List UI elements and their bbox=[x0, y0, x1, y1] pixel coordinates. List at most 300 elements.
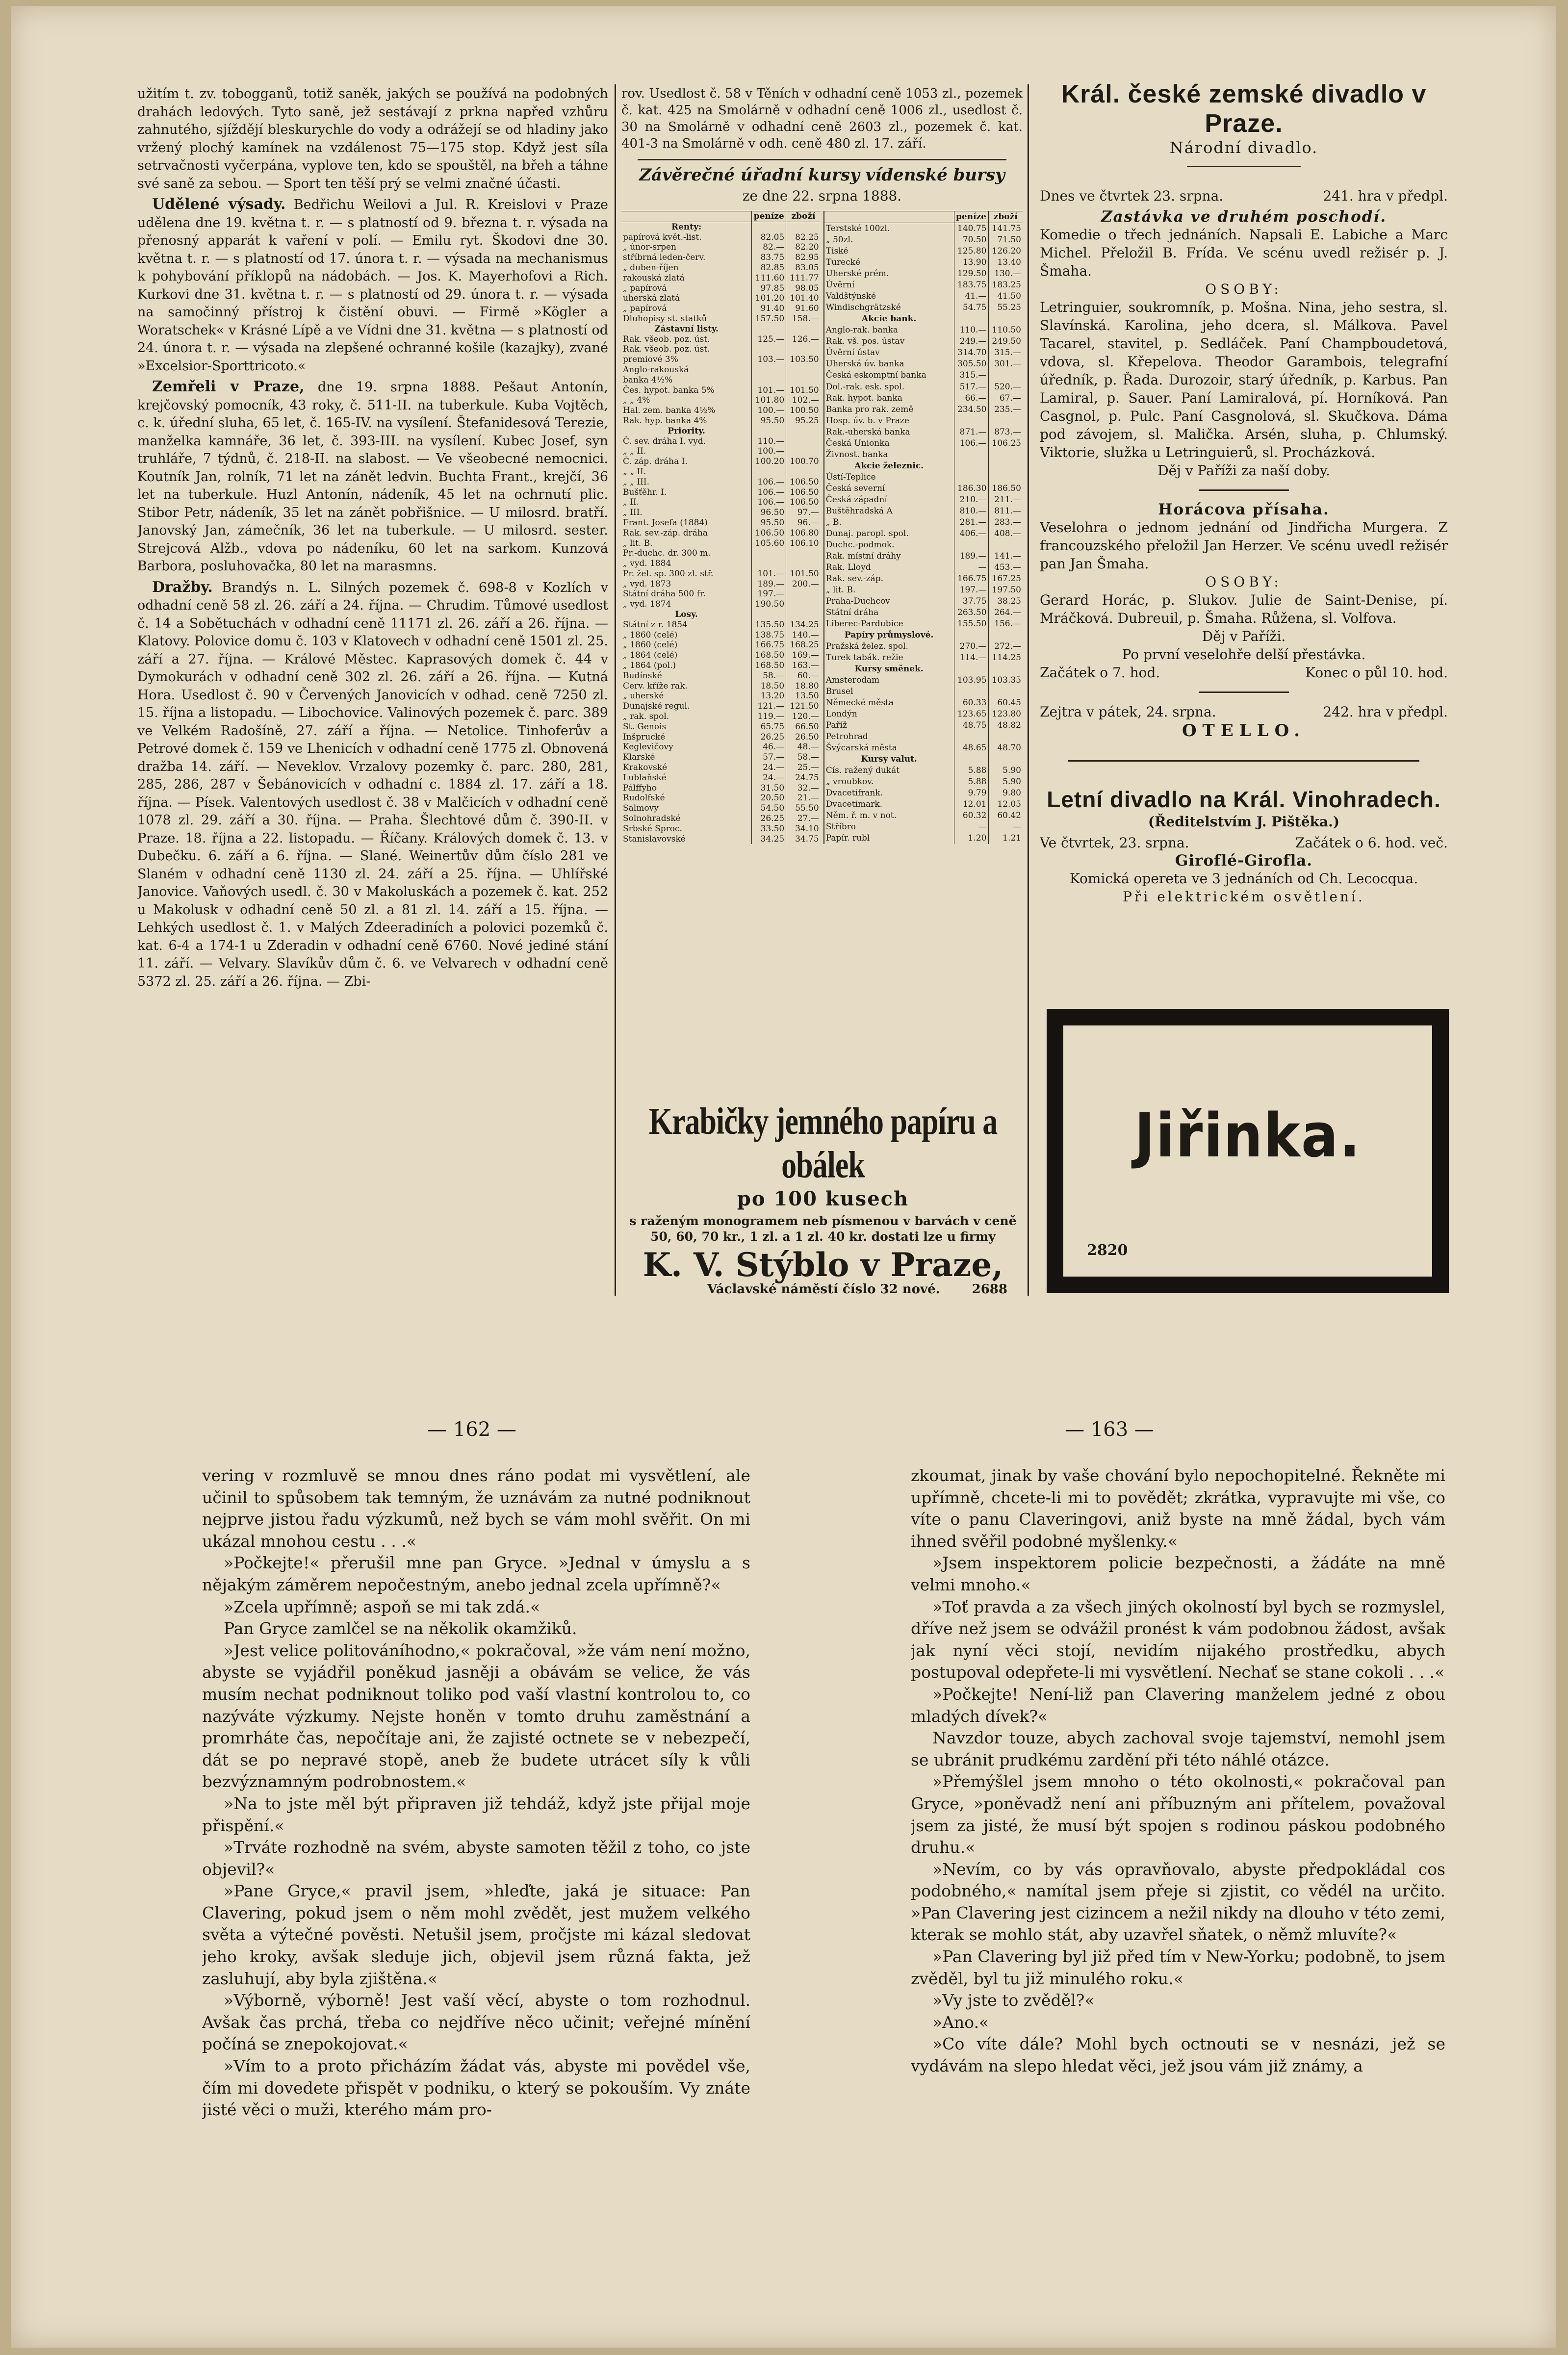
bourse-ask-value: 82.20 bbox=[786, 242, 821, 253]
bourse-ask-value: 114.25 bbox=[988, 652, 1023, 664]
bourse-ask-value: 158.— bbox=[786, 314, 821, 324]
bourse-bid-value: 125.80 bbox=[954, 246, 988, 257]
bourse-row bbox=[621, 722, 821, 732]
jirinka-number: 2820 bbox=[1087, 1242, 1128, 1259]
bourse-section-row bbox=[621, 222, 821, 232]
bourse-security-name: Kursy valut. bbox=[861, 754, 917, 765]
bourse-bid-value: 810.— bbox=[954, 506, 988, 517]
bourse-row bbox=[621, 293, 821, 304]
bourse-bid-value: 281.— bbox=[954, 517, 988, 528]
bourse-bid-value bbox=[752, 324, 786, 334]
cast-list: Letringuier, soukromník, p. Mošna. Nina, jeho sestra, sl. Slavínská. Karolina, jeho dcera, sl. Málkova. Pavel Tacarel, stavitel, p. Sedláček. Paní Champboudetová, vdova, sl. Křepelova. Theodor Garambois, telegrafní úředník, p. Řada. Durozoir, starý úředník, p. Karbus. Pan Lamiral, p. Sauer. Paní Lamiralová, pí. Horníková. Pan Casgnol, p. Pulc. Paní Casgnolová, sl. Skučkova. Dáma pod závojem, sl. Malička. Arsén, sluha, p. Chlumský. Viktorie, služka u Letringuierů, sl. Procházková. bbox=[1040, 299, 1448, 461]
bourse-row bbox=[621, 752, 821, 763]
bourse-bid-value: 95.50 bbox=[752, 416, 786, 426]
bourse-ask-value: 168.25 bbox=[786, 640, 821, 650]
bourse-bid-value bbox=[954, 686, 988, 697]
theatre-title: Král. české zemské divadlo v Praze. bbox=[1061, 80, 1427, 138]
bourse-bid-value: 70.50 bbox=[954, 234, 988, 246]
bourse-ask-value: 169.— bbox=[786, 650, 821, 661]
bourse-security-name: Valdštýnské bbox=[825, 291, 876, 302]
bourse-ask-value bbox=[988, 630, 1023, 641]
bourse-security-name: Rak. hypot. banka bbox=[825, 393, 902, 403]
cast-heading: OSOBY: bbox=[1205, 574, 1283, 590]
bourse-ask-value bbox=[988, 370, 1023, 381]
col-header: peníze bbox=[752, 211, 786, 222]
story-paragraph: »Vy jste to zvěděl?« bbox=[932, 1991, 1095, 2010]
bourse-bid-value: 183.75 bbox=[954, 280, 988, 291]
bourse-security-name: Brusel bbox=[825, 686, 853, 696]
bourse-bid-value bbox=[954, 754, 988, 765]
bourse-ask-value: 100.70 bbox=[786, 457, 821, 467]
bourse-bid-value: 54.75 bbox=[954, 302, 988, 313]
bourse-row bbox=[621, 661, 821, 671]
bourse-ask-value: 106.25 bbox=[988, 437, 1023, 449]
bourse-ask-value: 211.— bbox=[988, 494, 1023, 506]
end-time: Konec o půl 10. hod. bbox=[1305, 665, 1448, 681]
bourse-row bbox=[824, 358, 1023, 370]
bourse-ask-value bbox=[786, 589, 821, 599]
story-paragraph: »Vím to a proto přicházím žádat vás, abyste mi povědel vše, čím mi dovedete přispět v podniku, o který se pokouším. Vy znáte jisté věci o muži, kterého mám pro- bbox=[202, 2056, 750, 2120]
bourse-table-left bbox=[621, 211, 821, 844]
play-description: Komická opereta ve 3 jednáních od Ch. Lecocqua. bbox=[1069, 870, 1418, 887]
bourse-security-name: Stanislavovské bbox=[623, 834, 686, 844]
bourse-bid-value: 517.— bbox=[954, 381, 988, 392]
page-number-left: — 162 — bbox=[427, 1418, 516, 1441]
bourse-security-name: „ 1864 (pol.) bbox=[623, 661, 676, 671]
bourse-security-name: „ 1860 (celé) bbox=[623, 630, 678, 640]
bourse-bid-value bbox=[954, 731, 988, 742]
play-title: Zastávka ve druhém poschodí. bbox=[1101, 208, 1387, 226]
bourse-security-name: „ „ III. bbox=[623, 477, 649, 487]
bourse-security-name: Živnost. banka bbox=[825, 449, 888, 460]
bourse-ask-value: 82.95 bbox=[786, 253, 821, 263]
bourse-ask-value: 82.25 bbox=[786, 232, 821, 243]
bourse-bid-value: 110.— bbox=[752, 436, 786, 447]
bourse-row bbox=[824, 742, 1023, 754]
bourse-row bbox=[621, 334, 821, 345]
bourse-ask-value: 111.77 bbox=[786, 273, 821, 283]
bourse-ask-value bbox=[988, 472, 1023, 483]
bourse-security-name: Uherské prém. bbox=[825, 269, 889, 279]
bourse-bid-value: 24.— bbox=[752, 773, 786, 783]
bourse-row bbox=[621, 304, 821, 314]
bourse-row bbox=[621, 508, 821, 518]
cast-list: Gerard Horác, p. Slukov. Julie de Saint-Denise, pí. Mráčková. Dubreuil, p. Šmaha. Růžena, sl. Volfova. bbox=[1040, 592, 1448, 626]
bourse-security-name: „ 1860 (celé) bbox=[623, 640, 678, 650]
story-paragraph: vering v rozmluvě se mnou dnes ráno podat mi vysvětlení, ale učinil to spůsobem tak temným, že uznávám za nutné podniknout nejprve jistou řadu výzkumů, než bych se vám mohl svěřit. On mi ukázal mnohou cestu . . .« bbox=[202, 1466, 750, 1551]
bourse-ask-value: 26.50 bbox=[786, 732, 821, 742]
bourse-row bbox=[621, 232, 821, 243]
bourse-ask-value: 103.35 bbox=[988, 675, 1023, 686]
bourse-bid-value: 100.20 bbox=[752, 457, 786, 467]
bourse-row bbox=[621, 620, 821, 630]
bourse-bid-value: 101.— bbox=[752, 385, 786, 396]
bourse-ask-value: 101.50 bbox=[786, 569, 821, 579]
bourse-security-name: „ „ II. bbox=[623, 466, 646, 477]
bourse-ask-value: 38.25 bbox=[988, 596, 1023, 607]
bourse-ask-value: 95.25 bbox=[786, 416, 821, 426]
bourse-security-name: Státní dráha 500 fr. bbox=[623, 589, 706, 599]
bourse-security-name: Rak.-uherská banka bbox=[825, 427, 910, 437]
bourse-ask-value: 873.— bbox=[988, 426, 1023, 437]
bourse-bid-value: 186.30 bbox=[954, 483, 988, 494]
bourse-row bbox=[824, 720, 1023, 731]
deaths-paragraph bbox=[137, 378, 608, 576]
start-time: Začátek o 7. hod. bbox=[1040, 665, 1160, 681]
bourse-ask-value: 21.— bbox=[786, 793, 821, 803]
bourse-bid-value: 119.— bbox=[752, 712, 786, 722]
bourse-bid-value: 263.50 bbox=[954, 607, 988, 618]
deaths-heading: Zemřeli v Praze, bbox=[152, 378, 305, 395]
jirinka-ad bbox=[1047, 1009, 1449, 1293]
bourse-bid-value: 12.01 bbox=[954, 799, 988, 810]
bourse-security-name: Liberec-Pardubice bbox=[825, 618, 903, 629]
sport-paragraph: užitím t. zv. tobogganů, totiž saněk, jakých se používá na podobných drahách ledových. Tyto saně, jež sestávají z prkna napřed vzhůru zahnutého, sjíždějí bleskurychle do vody a odrážejí se od hladiny jako vržený plochý kamínek na vzdálenost 75—175 stop. Když jest síla setrvačnosti vyčerpána, vyplove ten, kdo se spouštěl, na břeh a táhne své saně za sebou. — Sport ten těší prý se velmi značné účasti. bbox=[137, 86, 608, 191]
bourse-security-name: Duchc.-podmok. bbox=[825, 539, 895, 550]
bourse-row bbox=[824, 280, 1023, 291]
divider bbox=[1199, 489, 1288, 491]
bourse-row bbox=[824, 562, 1023, 573]
bourse-security-name: Losy. bbox=[675, 610, 698, 620]
bourse-security-name: stříbrná leden-červ. bbox=[623, 253, 706, 263]
bourse-row bbox=[824, 291, 1023, 302]
bourse-bid-value: 60.33 bbox=[954, 697, 988, 709]
bourse-row bbox=[621, 691, 821, 701]
bourse-row bbox=[621, 518, 821, 528]
bourse-security-name: Turecké bbox=[825, 257, 861, 268]
bourse-row bbox=[621, 548, 821, 559]
bourse-bid-value: 157.50 bbox=[752, 314, 786, 324]
bourse-ask-value: 520.— bbox=[988, 381, 1023, 392]
column-rule bbox=[1028, 84, 1029, 1296]
bourse-ask-value: 25.— bbox=[786, 763, 821, 773]
bourse-row bbox=[621, 487, 821, 498]
bourse-section-row bbox=[824, 461, 1023, 472]
bourse-security-name: Dvacetimark. bbox=[825, 799, 883, 810]
bourse-security-name: „ lit. B. bbox=[623, 538, 653, 548]
bourse-ask-value: 9.80 bbox=[988, 788, 1023, 799]
bourse-bid-value bbox=[752, 610, 786, 620]
ad-number: 2688 bbox=[972, 1282, 1007, 1297]
bourse-security-name: Anglo-rakouská bbox=[623, 364, 689, 375]
bourse-bid-value: 101.80 bbox=[752, 395, 786, 406]
bourse-ask-value: 97.— bbox=[786, 508, 821, 518]
divider bbox=[638, 159, 1007, 160]
bourse-bid-value: 66.— bbox=[954, 392, 988, 404]
bourse-security-name: Frant. Josefa (1884) bbox=[623, 517, 708, 528]
bourse-bid-value: 197.— bbox=[752, 589, 786, 599]
bourse-row bbox=[824, 223, 1023, 235]
play-description: Veselohra o jednom jednání od Jindřicha Murgera. Z francouzského přeložil Jan Herzer. Ve scénu uvedl režisér pan Jan Šmaha. bbox=[1040, 519, 1448, 572]
bourse-row bbox=[621, 416, 821, 426]
bourse-security-name: papírová květ.-list. bbox=[623, 232, 702, 242]
bourse-ask-value bbox=[786, 559, 821, 569]
bourse-ask-value bbox=[988, 686, 1023, 697]
bourse-security-name: Rak. sev.-záp. bbox=[825, 573, 884, 584]
story-column-right bbox=[911, 1465, 1445, 2210]
bourse-bid-value: 123.65 bbox=[954, 709, 988, 720]
bourse-ask-value: 12.05 bbox=[988, 799, 1023, 810]
bourse-ask-value: 134.25 bbox=[786, 620, 821, 630]
bourse-bid-value: 95.50 bbox=[752, 518, 786, 528]
bourse-row bbox=[824, 449, 1023, 460]
bourse-ask-value: 186.50 bbox=[988, 483, 1023, 494]
bourse-security-name: Švýcarská města bbox=[825, 743, 897, 753]
bourse-row bbox=[621, 589, 821, 599]
bourse-security-name: Něm. ř. m. v not. bbox=[825, 811, 897, 821]
bourse-bid-value: 406.— bbox=[954, 528, 988, 539]
bourse-bid-value: — bbox=[954, 821, 988, 833]
bourse-security-name: Rudolfské bbox=[623, 793, 665, 803]
bourse-row bbox=[621, 579, 821, 589]
bourse-row bbox=[621, 446, 821, 457]
bourse-ask-value: 183.25 bbox=[988, 280, 1023, 291]
bourse-bid-value: 13.20 bbox=[752, 691, 786, 701]
bourse-bid-value: 125.— bbox=[752, 334, 786, 345]
bourse-security-name: „ rak. spol. bbox=[623, 712, 669, 722]
bourse-ask-value: 24.75 bbox=[786, 773, 821, 783]
bourse-section-row bbox=[621, 324, 821, 334]
bourse-ask-value: 283.— bbox=[988, 517, 1023, 528]
bourse-row bbox=[621, 538, 821, 549]
bourse-ask-value bbox=[786, 344, 821, 355]
bourse-ask-value bbox=[988, 731, 1023, 742]
bourse-security-name: Kursy směnek. bbox=[854, 664, 924, 674]
bourse-ask-value: 126.20 bbox=[988, 246, 1023, 257]
bourse-row bbox=[621, 569, 821, 579]
bourse-ask-value: 272.— bbox=[988, 641, 1023, 652]
ad-firm: K. V. Stýblo v Praze, bbox=[643, 1246, 1003, 1284]
bourse-ask-value bbox=[786, 599, 821, 610]
bourse-ask-value: 48.— bbox=[786, 742, 821, 752]
bourse-row bbox=[621, 477, 821, 487]
bourse-bid-value: 20.50 bbox=[752, 793, 786, 803]
bourse-bid-value: 210.— bbox=[954, 494, 988, 506]
performance-date: Zejtra v pátek, 24. srpna. bbox=[1040, 704, 1216, 720]
bourse-row bbox=[824, 709, 1023, 720]
bourse-row bbox=[621, 763, 821, 773]
bourse-bid-value bbox=[752, 365, 786, 375]
bourse-ask-value: 58.— bbox=[786, 752, 821, 763]
bourse-ask-value: 264.— bbox=[988, 607, 1023, 618]
bourse-security-name: Solnohradské bbox=[623, 814, 681, 824]
bourse-ask-value: 102.— bbox=[786, 395, 821, 406]
bourse-row bbox=[824, 517, 1023, 528]
bourse-security-name: Akcie železnic. bbox=[854, 461, 924, 471]
bourse-security-name: Pražská želez. spol. bbox=[825, 641, 908, 651]
bourse-security-name: „ papírová bbox=[623, 283, 667, 293]
bourse-bid-value: 138.75 bbox=[752, 630, 786, 640]
left-news-column bbox=[137, 85, 608, 1297]
bourse-ask-value: 27.— bbox=[786, 814, 821, 824]
auctions-text: Brandýs n. L. Silných pozemek č. 698-8 v Kozlích v odhadní ceně 58 zl. 26. září a 24. října. — Chrudim. Tůmové usedlost č. 14 a Sobětuchách v odhadní ceně 11171 zl. 26. září a 26. října. — Klatovy. Polovice domu č. 103 v Klatovech v odhadní ceně 1501 zl. 25. září a 27. října. — Králové Městec. Kaprasových domek č. 44 v Dymokurách v odhadní ceně 302 zl. 26. září a 26. října. — Kutná Hora. Usedlost č. 90 v Červených Janovicích v odhad. ceně 7250 zl. 15. října a listopadu. — Libochovice. Valinových pozemek č. parc. 389 ve Velkém Radošíně, 27. září a října. — Netolice. Tinhoferův a Petrové domek č. 159 ve Lhenicích v odhadní ceně 1775 zl. Obnovená dražba 14. září. — Neveklov. Vrzalovy pozemky č. parc. 280, 281, 285, 286, 287 v Šebánovicích v odhadní c. 1884 zl. 17. září a 18. října. — Písek. Valentových usedlost č. 38 v Malčicích v odhadní ceně 1078 zl. 29. září a 30. října. — Praha. Šlechtové dům č. 390-II. v Praze. 18. října a 22. listopadu. — Říčany. Králových domek č. 13. v Dubečku. 6. září a 6. října. — Slané. Weinertův dům číslo 281 ve Slaném v odhadní ceně 1130 zl. 24. září a 25. října. — Uhlířské Janovice. Vaňových usedl. č. 30 v Makoluskách a pozemek č. kat. 252 u Makolusk v odhadní ceně 50 zl. a 81 zl. 14. září a 15. října. — Lehkých usedlost č. 1. v Malých Zdeeradiních a polovici pozemků č. kat. 6-4 a 174-1 u Zderadin v odhadní ceně 6760. Nové jediné stání 11. září. — Velvary. Slavíkův dům č. 6. ve Velvarech v odhadní ceně 5372 zl. 25. září a 26. října. — Zbi- bbox=[137, 580, 608, 989]
bourse-security-name: Hal. zem. banka 4½% bbox=[623, 406, 716, 416]
bourse-security-name: St. Genois bbox=[623, 721, 667, 732]
bourse-ask-value: 141.75 bbox=[988, 223, 1023, 235]
performance-line bbox=[1040, 834, 1448, 852]
story-paragraph: »Na to jste měl být připraven již tehdáž, když jste přijal moje přispění.« bbox=[202, 1793, 750, 1835]
story-paragraph: »Pane Gryce,« pravil jsem, »hleďte, jaká je situace: Pan Clavering, pokud jsem o něm mohl zvědět, jest mužem velkého světa a výtečné pověsti. Netušil jsem, pročjste mi kázal sledovat jeho kroky, avšak sleduje jich, objevil jsem různá fakta, jež zasluhují, aby byla zjištěna.« bbox=[202, 1881, 750, 1988]
bourse-row bbox=[621, 599, 821, 610]
bourse-bid-value: 100.— bbox=[752, 406, 786, 416]
bourse-bid-value: 46.— bbox=[752, 742, 786, 752]
bourse-bid-value: 166.75 bbox=[954, 573, 988, 585]
bourse-row bbox=[621, 273, 821, 283]
bourse-row bbox=[824, 494, 1023, 506]
ad-title: Krabičky jemného papíru a obálek bbox=[648, 1101, 998, 1186]
bourse-ask-value: 34.75 bbox=[786, 834, 821, 845]
bourse-tables bbox=[621, 211, 1023, 844]
bourse-row bbox=[621, 242, 821, 253]
bourse-row bbox=[824, 799, 1023, 810]
bourse-bid-value bbox=[752, 467, 786, 477]
bourse-ask-value: 60.42 bbox=[988, 810, 1023, 821]
bourse-row bbox=[621, 559, 821, 569]
bourse-security-name: Salmovy bbox=[623, 803, 659, 814]
divider bbox=[1068, 760, 1419, 762]
jirinka-brand: Jiřinka. bbox=[1134, 1101, 1362, 1171]
bourse-bid-value: 82.05 bbox=[752, 232, 786, 243]
bourse-security-name: „ uherské bbox=[623, 691, 664, 701]
bourse-bid-value: 5.88 bbox=[954, 765, 988, 776]
bourse-bid-value: 82.— bbox=[752, 242, 786, 253]
bourse-ask-value: 5.90 bbox=[988, 765, 1023, 776]
bourse-ask-value: 1.21 bbox=[988, 833, 1023, 844]
story-paragraph: Pan Gryce zamlčel se na několik okamžiků. bbox=[224, 1619, 577, 1638]
bourse-row bbox=[824, 415, 1023, 426]
bourse-ask-value: 101.50 bbox=[786, 385, 821, 396]
bourse-security-name: Rak. hyp. banka 4% bbox=[623, 415, 707, 426]
intermission-note: Po první veselohře delší přestávka. bbox=[1122, 646, 1366, 663]
ad-body: s raženým monogramem neb písmenou v barvách v ceně 50, 60, 70 kr., 1 zl. a 1 zl. 40 kr. dostati lze u firmy bbox=[629, 1214, 1017, 1244]
bourse-row bbox=[824, 607, 1023, 618]
bourse-security-name: Dunaj. paropl. spol. bbox=[825, 528, 909, 538]
auctions-paragraph bbox=[137, 579, 608, 991]
bourse-bid-value: 54.50 bbox=[752, 803, 786, 814]
bourse-section-row bbox=[824, 630, 1023, 641]
bourse-ask-value bbox=[786, 222, 821, 232]
play-description: Komedie o třech jednáních. Napsali E. Labiche a Marc Michel. Přeložil B. Frída. Ve scénu uvedl režisér p. J. Šmaha. bbox=[1040, 227, 1448, 279]
theatre-subtitle: Národní divadlo. bbox=[1169, 138, 1318, 157]
bourse-row bbox=[824, 585, 1023, 596]
bourse-security-name: premiové 3% bbox=[623, 355, 678, 365]
bourse-ask-value: 141.— bbox=[988, 551, 1023, 562]
bourse-ask-value: 121.50 bbox=[786, 701, 821, 712]
lighting-note: Při elektrickém osvětlení. bbox=[1123, 889, 1365, 905]
bourse-row bbox=[824, 833, 1023, 844]
bourse-ask-value: 408.— bbox=[988, 528, 1023, 539]
bourse-security-name: Banka pro rak. země bbox=[825, 404, 914, 414]
bourse-bid-value bbox=[752, 375, 786, 385]
bourse-security-name: Amsterodam bbox=[825, 675, 880, 685]
bourse-row bbox=[824, 641, 1023, 652]
bourse-section-row bbox=[824, 754, 1023, 765]
bourse-bid-value: 315.— bbox=[954, 370, 988, 381]
story-paragraph: »Nevím, co by vás opravňovalo, abyste předpokládal cos podobného,« namítal jsem přeje si zjistit, co vědél na určito. »Pan Clavering jest cizincem a nežil nikdy na dlouho v této zemi, kterak se mohlo stát, aby uzavřel sňatek, o němž mluvíte?« bbox=[911, 1859, 1445, 1945]
bourse-security-name: Hosp. úv. b. v Praze bbox=[825, 415, 909, 426]
bourse-security-name: „ vroubkov. bbox=[825, 777, 874, 787]
bourse-security-name: „ „ II. bbox=[623, 446, 646, 457]
bourse-row bbox=[824, 765, 1023, 776]
bourse-date: ze dne 22. srpna 1888. bbox=[742, 188, 902, 204]
bourse-security-name: Budínské bbox=[623, 670, 662, 681]
bourse-row bbox=[824, 426, 1023, 437]
ad-footer bbox=[624, 1282, 1022, 1297]
bourse-security-name: Rak. Lloyd bbox=[825, 562, 871, 572]
bourse-row bbox=[621, 528, 821, 538]
bourse-ask-value: 453.— bbox=[988, 562, 1023, 573]
auction-continuation: rov. Usedlost č. 58 v Těních v odhadní ceně 1053 zl., pozemek č. kat. 425 na Smolárně v odhadní ceně 1006 zl., usedlost č. 30 na Smolárně v odhadní ceně 2603 zl., pozemek č. kat. 401-3 na Smolárně v odh. ceně 480 zl. 17. září. bbox=[621, 86, 1023, 151]
performance-number: 241. hra v předpl. bbox=[1323, 188, 1448, 204]
story-paragraph: »Pan Clavering byl již před tím v New-Yorku; podobně, to jsem zvěděl, byl tu již minulého roku.« bbox=[911, 1947, 1445, 1988]
bourse-ask-value: 301.— bbox=[988, 358, 1023, 370]
bourse-ask-value bbox=[786, 436, 821, 447]
bourse-row bbox=[824, 731, 1023, 742]
bourse-ask-value: 106.50 bbox=[786, 497, 821, 508]
bourse-bid-value: 168.50 bbox=[752, 650, 786, 661]
bourse-row bbox=[621, 436, 821, 447]
bourse-ask-value: 91.60 bbox=[786, 304, 821, 314]
bourse-security-name: Úvěrní ústav bbox=[825, 348, 880, 358]
bourse-bid-value: 33.50 bbox=[752, 824, 786, 834]
bourse-bid-value: 100.— bbox=[752, 446, 786, 457]
bourse-bid-value bbox=[752, 344, 786, 355]
patents-paragraph bbox=[137, 196, 608, 375]
bourse-security-name: Dunajské regul. bbox=[623, 701, 690, 712]
col-header: zboží bbox=[988, 211, 1023, 223]
bourse-ask-value: 100.50 bbox=[786, 406, 821, 416]
bourse-security-name: „ 50zl. bbox=[825, 235, 853, 245]
col-header: zboží bbox=[786, 211, 821, 222]
bourse-row bbox=[824, 596, 1023, 607]
bourse-row bbox=[621, 630, 821, 640]
bourse-ask-value bbox=[786, 324, 821, 334]
bourse-security-name: Srbské Sproc. bbox=[623, 823, 682, 834]
bourse-bid-value: 97.85 bbox=[752, 283, 786, 294]
bourse-security-name: Dol.-rak. esk. spol. bbox=[825, 382, 905, 392]
bourse-ask-value bbox=[988, 449, 1023, 460]
bourse-row bbox=[621, 395, 821, 406]
bourse-security-name: Lublaňské bbox=[623, 772, 667, 783]
bourse-row bbox=[824, 652, 1023, 664]
bourse-bid-value: — bbox=[954, 562, 988, 573]
bourse-security-name: banka 4½% bbox=[623, 375, 673, 385]
bourse-ask-value: 101.40 bbox=[786, 293, 821, 304]
bourse-security-name: „ únor-srpen bbox=[623, 242, 676, 253]
bourse-ask-value bbox=[786, 467, 821, 477]
bourse-row bbox=[824, 302, 1023, 313]
bourse-security-name: Londýn bbox=[825, 709, 857, 719]
bourse-security-name: Renty: bbox=[671, 222, 702, 232]
bourse-bid-value: 82.85 bbox=[752, 263, 786, 273]
theatre-director: (Ředitelstvím J. Pištěka.) bbox=[1148, 814, 1340, 830]
bourse-row bbox=[621, 344, 821, 355]
bourse-ask-value: 235.— bbox=[988, 404, 1023, 415]
col-header: peníze bbox=[954, 211, 988, 223]
divider bbox=[1199, 691, 1288, 693]
bourse-security-name: Rak. místní dráhy bbox=[825, 551, 901, 561]
bourse-ask-value: 106.50 bbox=[786, 487, 821, 498]
bourse-security-name: Terstské 100zl. bbox=[825, 224, 890, 234]
bourse-security-name: Pr. žel. sp. 300 zl. stř. bbox=[623, 568, 714, 579]
story-paragraph: »Co víte dále? Mohl bych octnouti se v nesnázi, jež se vydávám na slepo hledat věci, jež jsou vám již známy, a bbox=[911, 2034, 1445, 2076]
bourse-bid-value: 26.25 bbox=[752, 814, 786, 824]
bourse-security-name: „ III. bbox=[623, 508, 643, 518]
times-line bbox=[1040, 664, 1448, 682]
story-paragraph: »Ano.« bbox=[932, 2012, 989, 2032]
theatre-title: Letní divadlo na Král. Vinohradech. bbox=[1047, 787, 1441, 812]
bourse-row bbox=[621, 783, 821, 794]
